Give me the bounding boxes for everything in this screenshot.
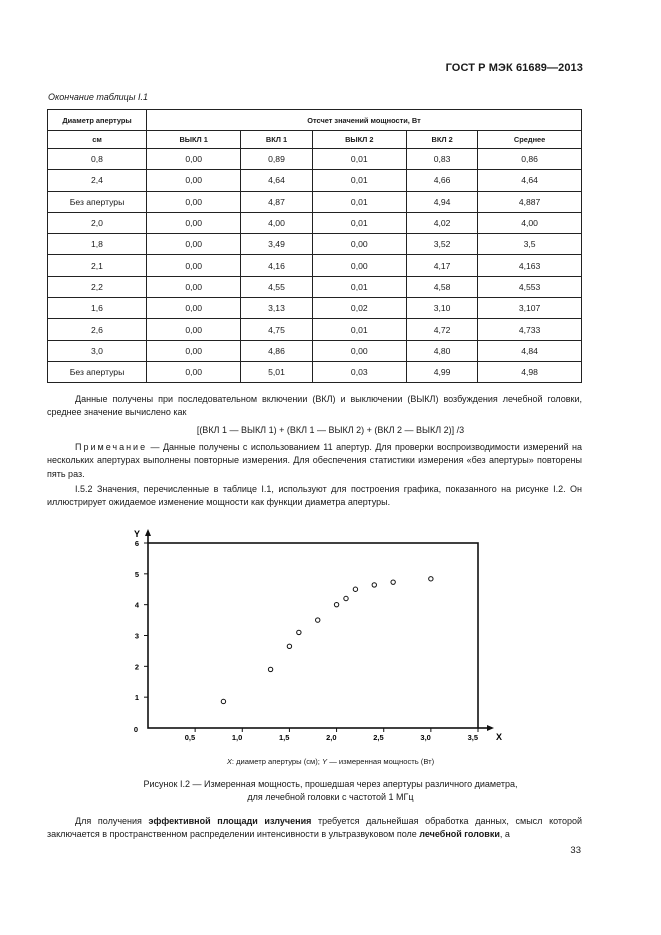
cell-value: 0,83: [406, 149, 477, 170]
paragraph-effective-area: [47, 815, 582, 842]
cell-value: 4,80: [406, 340, 477, 361]
cell-value: 4,84: [478, 340, 582, 361]
x-tick-label: 0,5: [184, 733, 196, 742]
cell-value: 0,89: [241, 149, 312, 170]
cell-value: 4,163: [478, 255, 582, 276]
cell-value: 4,94: [406, 191, 477, 212]
cell-value: 4,86: [241, 340, 312, 361]
data-point: [391, 580, 395, 584]
cell-value: 4,55: [241, 276, 312, 297]
paragraph-method: Данные получены при последовательном включении (ВКЛ) и выключении (ВЫКЛ) возбуждения лечебной головки, среднее значение вычислено как: [47, 394, 582, 418]
cell-value: 3,10: [406, 298, 477, 319]
y-tick-label: 4: [134, 600, 139, 610]
y-tick-label: 3: [134, 631, 139, 641]
bold-term: эффективной площади излучения: [148, 816, 312, 826]
cell-value: 0,00: [147, 276, 241, 297]
cell-value: 0,00: [147, 234, 241, 255]
cell-value: 0,00: [147, 170, 241, 191]
cell-diameter: Без апертуры: [48, 191, 147, 212]
y-tick-label: 2: [134, 662, 139, 672]
cell-value: 4,00: [241, 212, 312, 233]
measurement-table: [47, 109, 582, 383]
cell-value: 0,00: [147, 298, 241, 319]
cell-value: 4,64: [478, 170, 582, 191]
table-row: [48, 361, 582, 382]
figure-caption: [0, 778, 661, 804]
cell-value: 4,64: [241, 170, 312, 191]
cell-value: 0,00: [312, 234, 406, 255]
header-col: ВЫКЛ 1: [147, 131, 241, 149]
cell-value: 0,02: [312, 298, 406, 319]
cell-value: 0,00: [147, 255, 241, 276]
figure-caption-line1: Рисунок I.2 — Измеренная мощность, прошедшая через апертуры различного диаметра,: [143, 779, 518, 789]
cell-value: 4,72: [406, 319, 477, 340]
cell-value: 3,5: [478, 234, 582, 255]
cell-value: 4,16: [241, 255, 312, 276]
cell-value: 0,01: [312, 191, 406, 212]
cell-value: 4,17: [406, 255, 477, 276]
cell-value: 0,01: [312, 319, 406, 340]
note-text: — Данные получены с использованием 11 апертур. Для проверки воспроизводимости измерений на нескольких апертурах выполнены повторные измерения. Для обеспечения статистики измерения «без апертуры» повторены пять раз.: [47, 442, 582, 479]
cell-diameter: 2,1: [48, 255, 147, 276]
note: [47, 441, 582, 481]
data-point: [316, 618, 320, 622]
cell-value: 4,66: [406, 170, 477, 191]
cell-value: 3,52: [406, 234, 477, 255]
x-tick-label: 2,5: [373, 733, 384, 742]
cell-value: 0,01: [312, 276, 406, 297]
cell-value: 3,49: [241, 234, 312, 255]
table-row: [48, 298, 582, 319]
data-point: [297, 630, 301, 634]
data-point: [429, 577, 433, 581]
axis-caption: [0, 757, 661, 766]
cell-diameter: 2,4: [48, 170, 147, 191]
cell-value: 4,553: [478, 276, 582, 297]
power-chart: [95, 516, 515, 756]
data-point: [268, 667, 272, 671]
table-row: [48, 191, 582, 212]
header-power-group: Отсчет значений мощности, Вт: [147, 110, 582, 131]
data-point: [334, 602, 338, 606]
paragraph-section: I.5.2 Значения, перечисленные в таблице I.1, используют для построения графика, показанного на рисунке I.2. Он иллюстрирует ожидаемое изменение мощности как функции диаметра апертуры.: [47, 484, 582, 508]
cell-value: 3,107: [478, 298, 582, 319]
axis-x-text: : диаметр апертуры (см);: [231, 757, 323, 766]
axis-x-letter: X: [226, 757, 232, 766]
table-row: [48, 255, 582, 276]
data-point: [353, 587, 357, 591]
header-col: Среднее: [478, 131, 582, 149]
cell-value: 3,13: [241, 298, 312, 319]
cell-value: 0,00: [147, 212, 241, 233]
cell-value: 0,00: [312, 340, 406, 361]
table-row: [48, 170, 582, 191]
cell-value: 4,58: [406, 276, 477, 297]
table-row: [48, 234, 582, 255]
figure-caption-line2: для лечебной головки с частотой 1 МГц: [247, 792, 414, 802]
cell-value: 0,03: [312, 361, 406, 382]
axis-y-text: — измеренная мощность (Вт): [327, 757, 435, 766]
table-row: [48, 149, 582, 170]
x-tick-label: 1,5: [278, 733, 290, 742]
cell-value: 4,733: [478, 319, 582, 340]
data-point: [287, 644, 291, 648]
data-point: [344, 596, 348, 600]
y-tick-label: 0: [133, 725, 138, 734]
plot-frame: [148, 543, 478, 728]
table-row: [48, 276, 582, 297]
page-number: 33: [570, 845, 581, 856]
cell-value: 4,887: [478, 191, 582, 212]
cell-diameter: 2,0: [48, 212, 147, 233]
x-tick-label: 3,5: [467, 733, 478, 742]
cell-diameter: 1,8: [48, 234, 147, 255]
axis-y-letter: Y: [322, 757, 328, 766]
header-diameter: Диаметр апертуры: [48, 110, 147, 131]
cell-diameter: 3,0: [48, 340, 147, 361]
header-col: ВЫКЛ 2: [312, 131, 406, 149]
cell-value: 0,01: [312, 170, 406, 191]
cell-value: 4,02: [406, 212, 477, 233]
cell-diameter: 2,6: [48, 319, 147, 340]
cell-value: 0,00: [147, 361, 241, 382]
text-run: Для получения: [75, 816, 149, 826]
bold-term: лечебной головки: [419, 829, 500, 840]
y-axis-arrow: [145, 529, 151, 536]
document-header: ГОСТ Р МЭК 61689—2013: [445, 62, 583, 74]
cell-value: 0,86: [478, 149, 582, 170]
cell-diameter: 0,8: [48, 149, 147, 170]
cell-value: 0,00: [147, 149, 241, 170]
y-tick-label: 1: [134, 693, 139, 703]
cell-value: 0,01: [312, 212, 406, 233]
y-tick-label: 6: [134, 539, 139, 548]
x-axis-label: X: [496, 732, 503, 742]
cell-diameter: Без апертуры: [48, 361, 147, 382]
cell-value: 4,87: [241, 191, 312, 212]
cell-value: 4,98: [478, 361, 582, 382]
x-tick-label: 1,0: [231, 733, 243, 742]
header-col: ВКЛ 1: [241, 131, 312, 149]
header-unit: см: [48, 131, 147, 149]
table-row: [48, 319, 582, 340]
formula: [(ВКЛ 1 — ВЫКЛ 1) + (ВКЛ 1 — ВЫКЛ 2) + (ВКЛ 2 — ВЫКЛ 2)] /3: [196, 425, 465, 435]
cell-value: 4,00: [478, 212, 582, 233]
cell-diameter: 2,2: [48, 276, 147, 297]
data-point: [372, 583, 376, 587]
x-tick-label: 3,0: [420, 733, 431, 742]
text-run: , а: [499, 829, 510, 840]
cell-value: 0,00: [147, 191, 241, 212]
cell-value: 4,75: [241, 319, 312, 340]
table-caption: Окончание таблицы I.1: [48, 92, 148, 102]
cell-value: 0,01: [312, 149, 406, 170]
table-row: [48, 340, 582, 361]
x-tick-label: 2,0: [326, 733, 337, 742]
cell-value: 5,01: [241, 361, 312, 382]
y-axis-label: Y: [134, 529, 141, 539]
cell-value: 0,00: [147, 340, 241, 361]
note-label: Примечание: [75, 442, 148, 452]
table-row: [48, 212, 582, 233]
cell-diameter: 1,6: [48, 298, 147, 319]
cell-value: 0,00: [312, 255, 406, 276]
x-axis-arrow: [487, 725, 494, 731]
cell-value: 0,00: [147, 319, 241, 340]
cell-value: 4,99: [406, 361, 477, 382]
y-tick-label: 5: [134, 569, 139, 579]
text-run: требуется дальнейшая обработка данных, смысл которой заключается в пространственном распределении интенсивности в ультразвуковом поле: [47, 816, 582, 840]
data-point: [221, 699, 225, 703]
header-col: ВКЛ 2: [406, 131, 477, 149]
